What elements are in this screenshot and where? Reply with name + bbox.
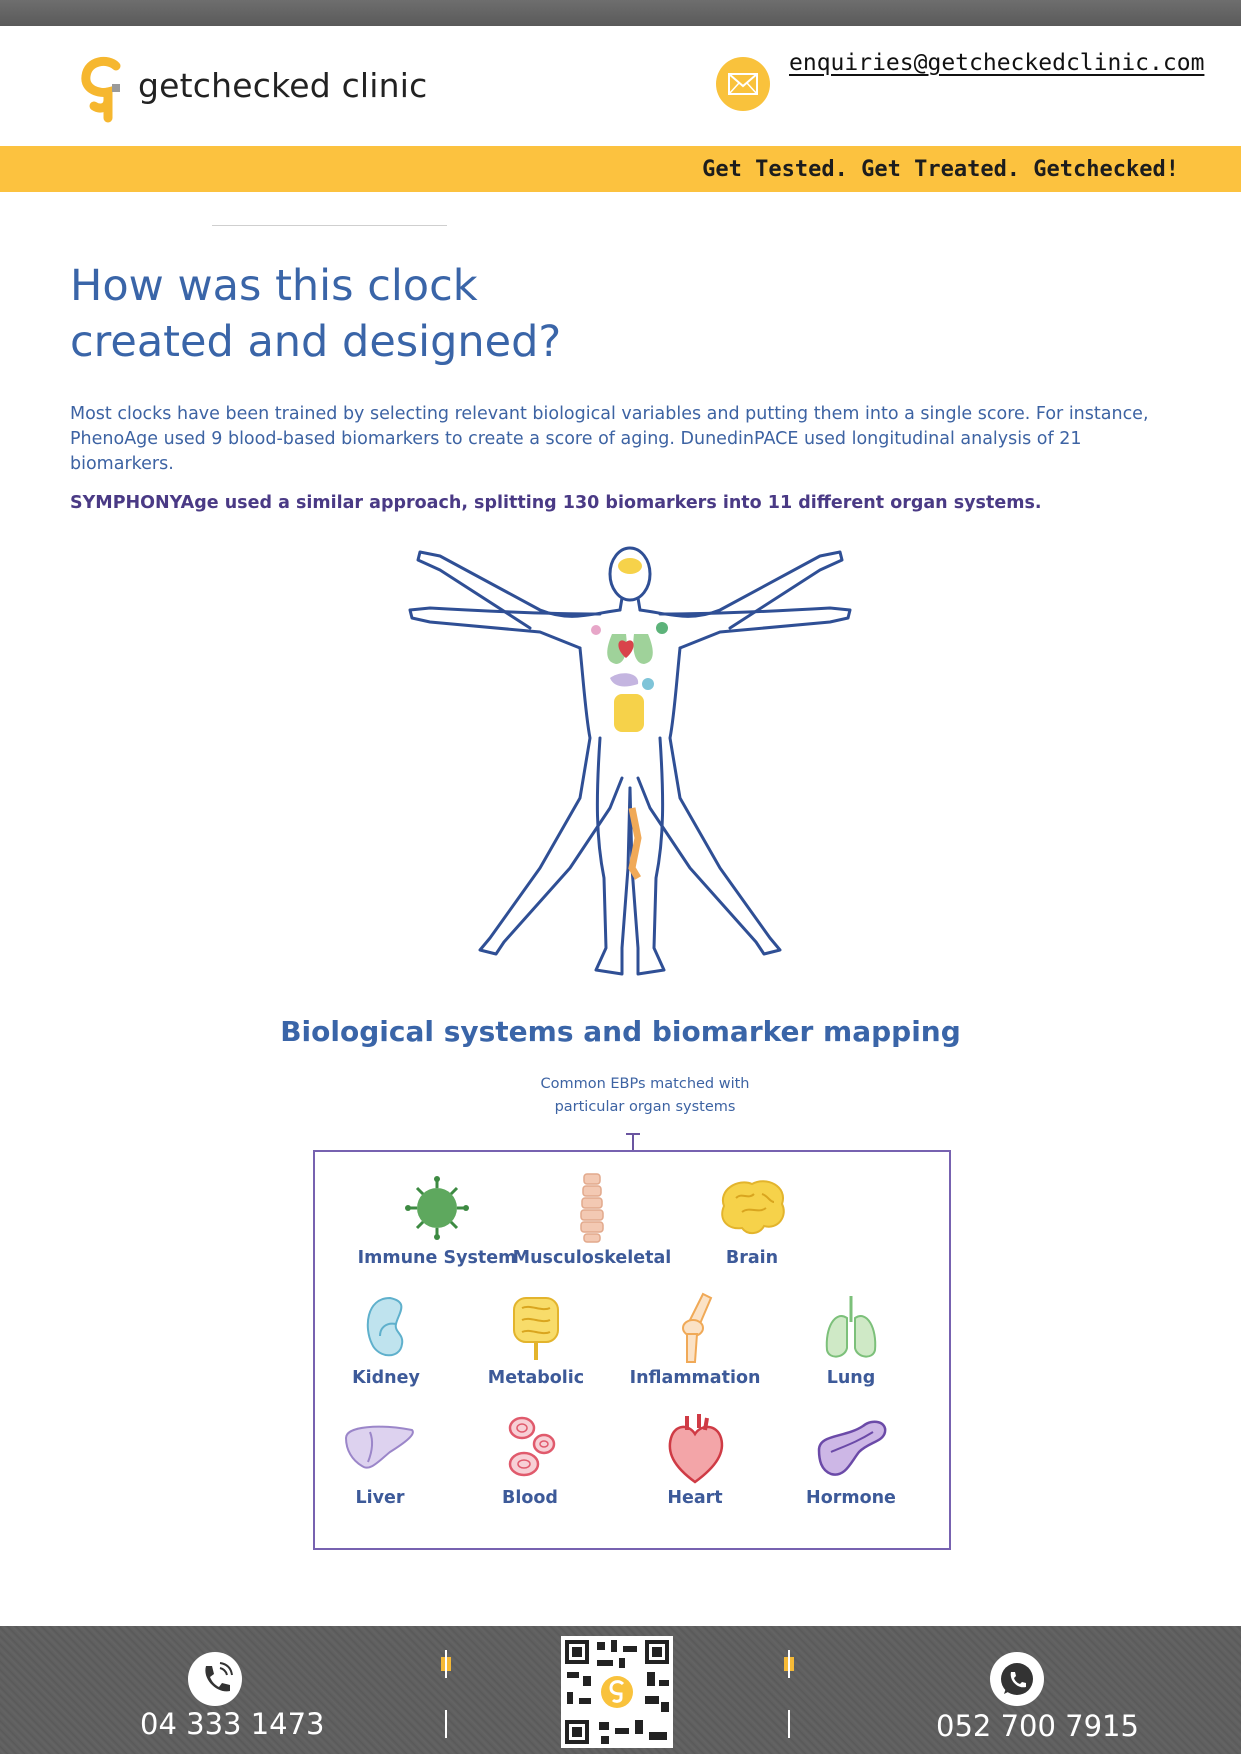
system-label: Brain (725, 1248, 779, 1268)
phone-number[interactable]: 04 333 1473 (140, 1707, 325, 1741)
system-label: Metabolic (487, 1368, 585, 1388)
system-metabolic (456, 1292, 616, 1388)
footer-divider (445, 1650, 447, 1678)
lungs-icon (815, 1292, 887, 1364)
system-musculoskeletal (512, 1172, 672, 1268)
page-title-line-2: created and designed? (70, 317, 562, 367)
brand-name: getchecked clinic (138, 66, 428, 105)
tagline: Get Tested. Get Treated. Getchecked! (702, 157, 1179, 182)
top-strip (0, 0, 1241, 26)
vitruvian-body-illustration (400, 538, 860, 998)
blood-cells-icon (494, 1412, 566, 1484)
phone-icon[interactable] (188, 1652, 242, 1706)
highlight-paragraph: SYMPHONYAge used a similar approach, splitting 130 biomarkers into 11 different organ systems. (70, 493, 1042, 513)
heart-icon (659, 1412, 731, 1484)
system-kidney (306, 1292, 466, 1388)
mail-icon[interactable] (716, 57, 770, 111)
virus-icon (401, 1172, 473, 1244)
system-brain (672, 1172, 832, 1268)
footer-divider (445, 1710, 447, 1738)
page-title (70, 258, 670, 370)
systems-box (313, 1150, 951, 1550)
qr-code[interactable] (561, 1636, 673, 1748)
footer-divider (788, 1710, 790, 1738)
getchecked-logo (78, 56, 128, 124)
system-label: Liver (355, 1488, 405, 1508)
mapping-title: Biological systems and biomarker mapping (280, 1015, 961, 1048)
intro-paragraph: Most clocks have been trained by selecting relevant biological variables and putting them into a single score. For instance, PhenoAge used 9 blood-based biomarkers to create a score of aging. DunedinPACE used longitudinal analysis of 21 biomarkers. (70, 404, 1149, 474)
system-inflammation (615, 1292, 775, 1388)
system-heart (615, 1412, 775, 1508)
mapping-caption (500, 1073, 790, 1119)
system-lung (771, 1292, 931, 1388)
system-label: Hormone (806, 1488, 896, 1508)
kidney-icon (350, 1292, 422, 1364)
footer-divider (788, 1650, 790, 1678)
system-hormone (771, 1412, 931, 1508)
spine-icon (556, 1172, 628, 1244)
system-label: Lung (826, 1368, 876, 1388)
liver-icon (340, 1412, 420, 1484)
divider-line (212, 225, 447, 226)
knee-joint-icon (659, 1292, 731, 1364)
system-label: Heart (667, 1488, 723, 1508)
system-label: Immune System (357, 1248, 517, 1268)
system-label: Kidney (352, 1368, 420, 1388)
whatsapp-number[interactable]: 052 700 7915 (936, 1709, 1139, 1743)
connector-line (632, 1133, 634, 1150)
caption-line-2: particular organ systems (554, 1099, 736, 1115)
system-immune (357, 1172, 517, 1268)
system-liver (300, 1412, 460, 1508)
pancreas-icon (811, 1412, 891, 1484)
system-label: Inflammation (629, 1368, 761, 1388)
intestine-icon (500, 1292, 572, 1364)
caption-line-1: Common EBPs matched with (540, 1076, 750, 1092)
whatsapp-icon[interactable] (990, 1652, 1044, 1706)
system-label: Blood (502, 1488, 558, 1508)
tagline-banner (0, 146, 1241, 192)
page-title-line-1: How was this clock (70, 261, 478, 311)
email-link[interactable]: enquiries@getcheckedclinic.com (789, 50, 1205, 76)
brain-icon (712, 1172, 792, 1244)
system-label: Musculoskeletal (512, 1248, 672, 1268)
system-blood (450, 1412, 610, 1508)
